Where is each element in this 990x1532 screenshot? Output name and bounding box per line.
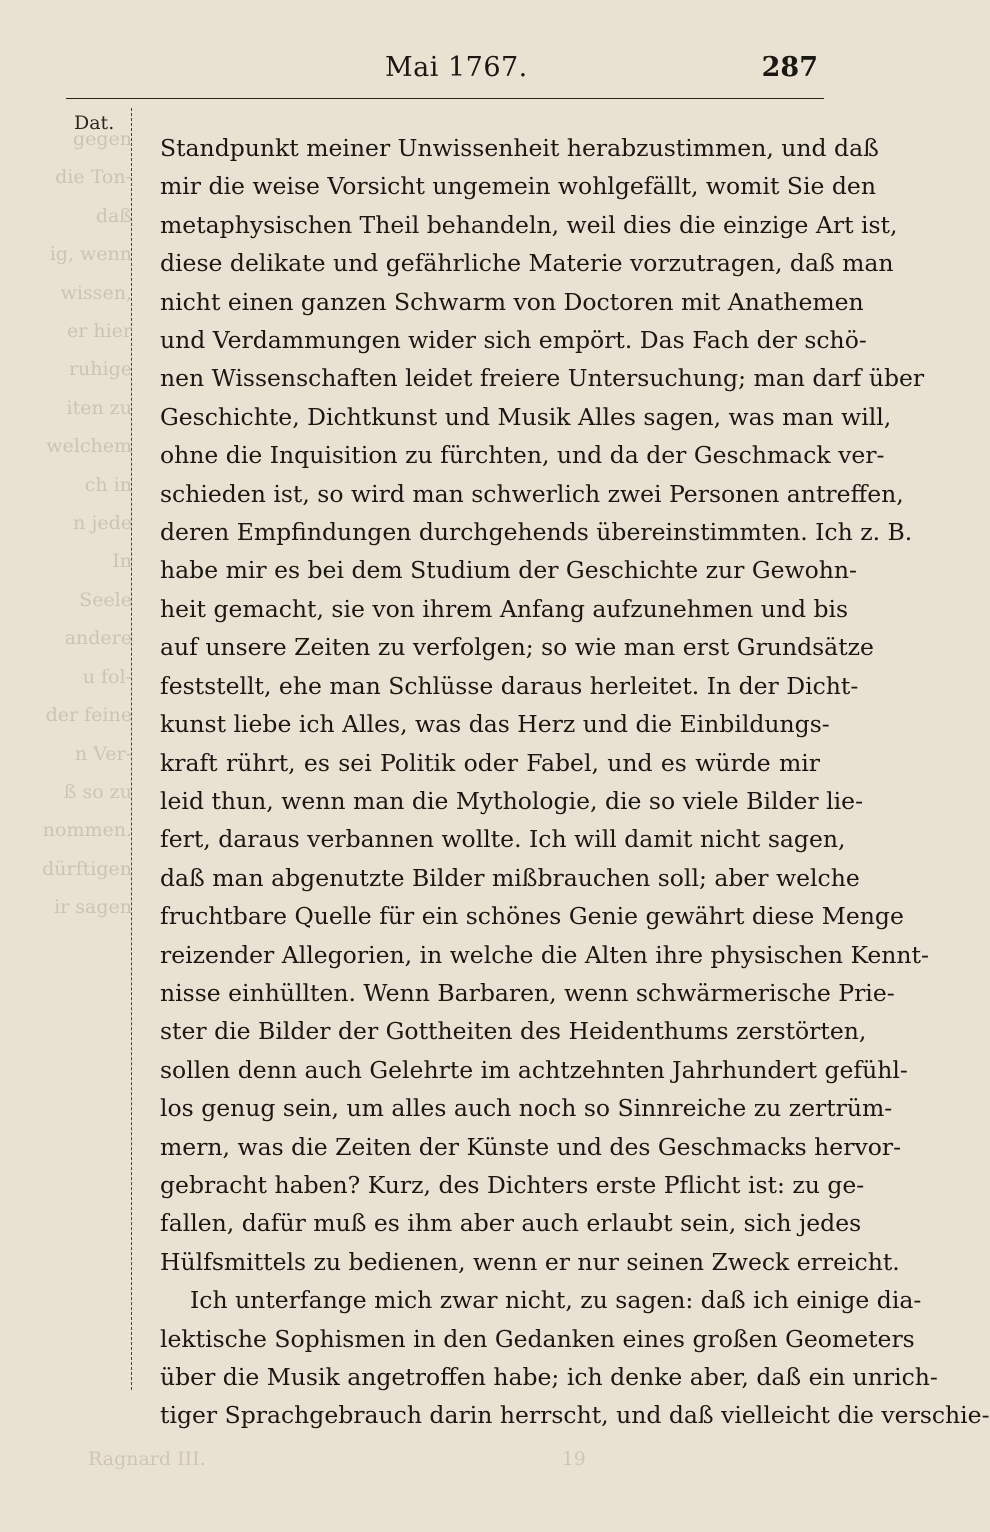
text-line: Hülfsmittels zu bedienen, wenn er nur seinen Zweck erreicht. xyxy=(160,1247,900,1276)
text-line: leid thun, wenn man die Mythologie, die so viele Bilder lie- xyxy=(160,786,864,815)
text-line: sollen denn auch Gelehrte im achtzehnten Jahrhundert gefühl- xyxy=(160,1055,908,1084)
bleed-fragment: nommen. xyxy=(42,819,132,842)
bleed-fragment: welchem xyxy=(46,435,132,458)
bleed-fragment: In xyxy=(112,550,132,573)
bleed-footer-signature: Ragnard III. xyxy=(88,1448,206,1470)
header-rule xyxy=(66,98,824,99)
bleed-fragment: er hier xyxy=(66,320,132,343)
text-line: los genug sein, um alles auch noch so Sinnreiche zu zertrüm- xyxy=(160,1094,893,1123)
bleed-fragment: der feine xyxy=(45,704,132,727)
text-line: Ich unterfange mich zwar nicht, zu sagen: daß ich einige dia- xyxy=(190,1286,922,1315)
bleed-fragment: dürftigen xyxy=(42,857,132,880)
text-line: diese delikate und gefährliche Materie vorzutragen, daß man xyxy=(160,249,894,278)
bleed-fragment: wissen, xyxy=(60,281,132,304)
text-line: schieden ist, so wird man schwerlich zwei Personen antreffen, xyxy=(160,479,904,508)
text-line: Standpunkt meiner Unwissenheit herabzustimmen, und daß xyxy=(160,134,879,162)
text-line: über die Musik angetroffen habe; ich denke aber, daß ein unrich- xyxy=(160,1363,938,1391)
bleed-through-footer xyxy=(88,1448,648,1470)
text-line: fruchtbare Quelle für ein schönes Genie gewährt diese Menge xyxy=(160,902,904,931)
text-line: heit gemacht, sie von ihrem Anfang aufzunehmen und bis xyxy=(160,594,849,623)
text-line: fallen, dafür muß es ihm aber auch erlaubt sein, sich jedes xyxy=(160,1209,862,1238)
text-line: lektische Sophismen in den Gedanken eines großen Geometers xyxy=(160,1324,915,1353)
text-line: und Verdammungen wider sich empört. Das Fach der schö- xyxy=(160,326,867,355)
bleed-footer-number: 19 xyxy=(561,1448,586,1470)
page-number: 287 xyxy=(761,52,818,83)
bleed-fragment: die Ton- xyxy=(55,166,132,189)
margin-date-label: Dat. xyxy=(74,112,115,134)
bleed-fragment: ch in xyxy=(84,473,132,496)
page-header xyxy=(0,52,900,88)
text-line: fert, daraus verbannen wollte. Ich will damit nicht sagen, xyxy=(160,825,846,854)
bleed-fragment: gegen xyxy=(72,128,132,150)
text-line: auf unsere Zeiten zu verfolgen; so wie man erst Grundsätze xyxy=(160,633,874,662)
text-line: kunst liebe ich Alles, was das Herz und die Einbildungs- xyxy=(160,710,830,739)
text-line: nen Wissenschaften leidet freiere Untersuchung; man darf über xyxy=(160,364,925,393)
text-line: tiger Sprachgebrauch darin herrscht, und daß vielleicht die verschie- xyxy=(160,1401,990,1430)
text-line: mir die weise Vorsicht ungemein wohlgefällt, womit Sie den xyxy=(160,172,876,201)
text-line: metaphysischen Theil behandeln, weil dies die einzige Art ist, xyxy=(160,210,898,239)
bleed-fragment: andere xyxy=(64,627,132,650)
bleed-fragment: ig, wenn xyxy=(49,243,132,266)
text-line: mern, was die Zeiten der Künste und des Geschmacks hervor- xyxy=(160,1132,902,1161)
bleed-fragment: n jede xyxy=(73,512,132,535)
text-line: kraft rührt, es sei Politik oder Fabel, und es würde mir xyxy=(160,748,820,777)
bleed-fragment: daß xyxy=(95,204,132,227)
text-line: deren Empfindungen durchgehends übereinstimmten. Ich z. B. xyxy=(160,518,913,547)
text-line: habe mir es bei dem Studium der Geschichte zur Gewohn- xyxy=(160,556,857,585)
bleed-through-margin xyxy=(40,120,132,1420)
bleed-fragment: u fol- xyxy=(82,665,132,688)
running-head: Mai 1767. xyxy=(385,52,528,83)
text-line: feststellt, ehe man Schlüsse daraus herleitet. In der Dicht- xyxy=(160,671,859,700)
body-text xyxy=(160,129,990,1435)
bleed-fragment: n Ver- xyxy=(75,742,132,765)
text-line: nicht einen ganzen Schwarm von Doctoren mit Anathemen xyxy=(160,287,864,316)
text-line: ohne die Inquisition zu fürchten, und da der Geschmack ver- xyxy=(160,441,885,470)
bleed-fragment: ir sagen xyxy=(54,896,132,919)
bleed-fragment: ruhige xyxy=(68,358,132,381)
text-line: Geschichte, Dichtkunst und Musik Alles sagen, was man will, xyxy=(160,402,892,431)
text-line: gebracht haben? Kurz, des Dichters erste Pflicht ist: zu ge- xyxy=(160,1170,865,1199)
text-line: nisse einhüllten. Wenn Barbaren, wenn schwärmerische Prie- xyxy=(160,978,895,1007)
text-line: daß man abgenutzte Bilder mißbrauchen soll; aber welche xyxy=(160,863,860,892)
bleed-fragment: iten zu xyxy=(66,396,132,419)
text-line: ster die Bilder der Gottheiten des Heidenthums zerstörten, xyxy=(160,1017,867,1046)
bleed-fragment: ß so zu xyxy=(63,780,132,803)
text-line: reizender Allegorien, in welche die Alten ihre physischen Kennt- xyxy=(160,940,929,969)
bleed-fragment: Seele xyxy=(79,588,132,611)
